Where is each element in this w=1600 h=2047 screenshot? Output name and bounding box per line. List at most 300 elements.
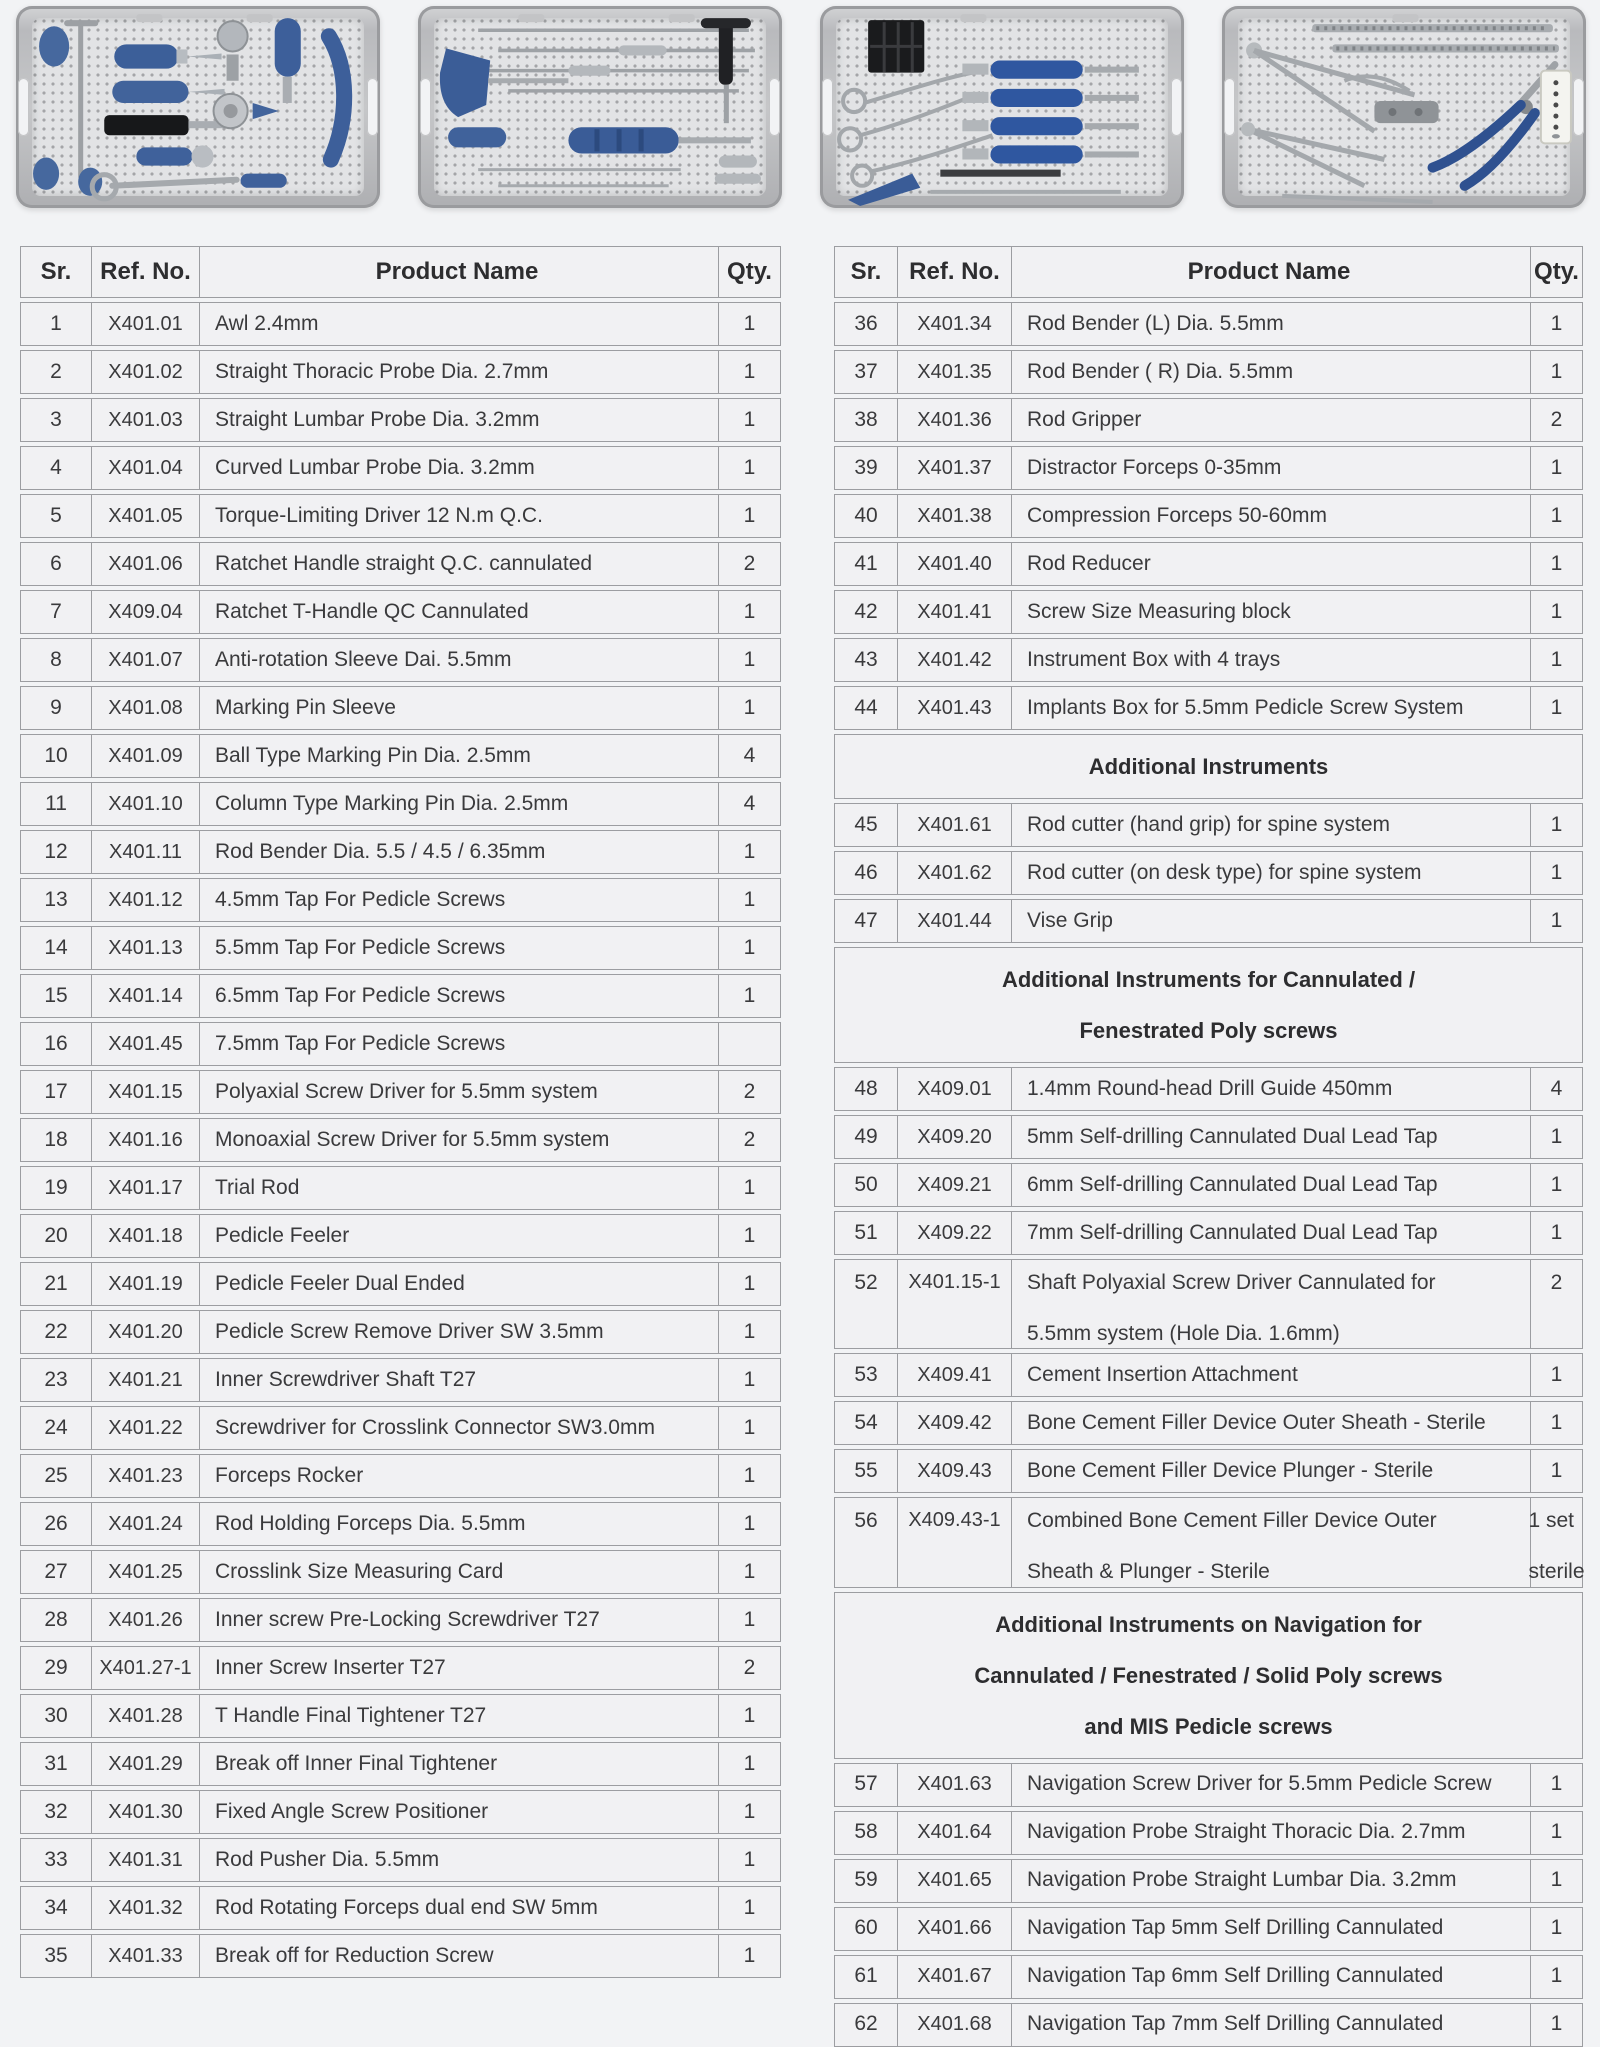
- cell-product-name: Curved Lumbar Probe Dia. 3.2mm: [199, 447, 718, 489]
- table-row: [834, 1497, 1583, 1587]
- instrument-tray-photo-2: [418, 6, 782, 208]
- product-name-line: 5.5mm system (Hole Dia. 1.6mm): [1027, 1322, 1340, 1346]
- cell-product-name: T Handle Final Tightener T27: [199, 1695, 718, 1737]
- cell-qty: 2: [1530, 1260, 1582, 1348]
- cell-product-name: Inner Screw Inserter T27: [199, 1647, 718, 1689]
- cell-qty: 1: [718, 1887, 780, 1929]
- cell-ref-no: X401.32: [91, 1887, 199, 1929]
- cell-ref-no: X401.62: [897, 852, 1011, 894]
- cell-ref-no: X401.43: [897, 687, 1011, 729]
- cell-qty: 1: [1530, 687, 1582, 729]
- cell-product-name: [1011, 1498, 1530, 1586]
- cell-qty: 1: [1530, 1116, 1582, 1158]
- cell-ref-no: X401.15-1: [897, 1260, 1011, 1348]
- table-row: [834, 542, 1583, 586]
- cell-ref-no: X401.01: [91, 303, 199, 345]
- table-row: [834, 1907, 1583, 1951]
- cell-sr: 14: [44, 935, 68, 959]
- cell-qty: 1: [718, 879, 780, 921]
- table-row: [834, 446, 1583, 490]
- cell-qty: 1: [1530, 447, 1582, 489]
- cell-ref-no: X401.14: [91, 975, 199, 1017]
- cell-ref-no: X401.11: [91, 831, 199, 873]
- cell-sr: 9: [50, 695, 62, 719]
- table-row: [834, 1811, 1583, 1855]
- cell-sr: 7: [50, 599, 62, 623]
- table-row: [834, 350, 1583, 394]
- cell-ref-no: X401.18: [91, 1215, 199, 1257]
- cell-product-name: Break off for Reduction Screw: [199, 1935, 718, 1977]
- tables-row: [20, 246, 1583, 2047]
- cell-ref-no: X401.61: [897, 804, 1011, 846]
- cell-ref-no: X401.67: [897, 1956, 1011, 1998]
- header-product-name: Product Name: [199, 247, 718, 297]
- product-name-lines: [1027, 1509, 1437, 1584]
- cell-sr: 62: [854, 2012, 878, 2036]
- cell-qty: 1: [1530, 495, 1582, 537]
- cell-qty: 1: [718, 975, 780, 1017]
- cell-product-name: Navigation Tap 6mm Self Drilling Cannulated: [1011, 1956, 1530, 1998]
- table-row: [20, 1742, 781, 1786]
- section-header-line: Additional Instruments on Navigation for: [995, 1611, 1422, 1637]
- cell-sr: 4: [50, 455, 62, 479]
- table-row: [20, 926, 781, 970]
- header-qty: Qty.: [718, 247, 780, 297]
- section-header-line: Cannulated / Fenestrated / Solid Poly screws: [974, 1662, 1443, 1688]
- cell-ref-no: X401.22: [91, 1407, 199, 1449]
- cell-ref-no: X401.25: [91, 1551, 199, 1593]
- cell-ref-no: X401.38: [897, 495, 1011, 537]
- cell-qty: 1: [1530, 1764, 1582, 1806]
- section-header-line: Additional Instruments: [1088, 754, 1329, 779]
- cell-ref-no: X409.20: [897, 1116, 1011, 1158]
- product-table-right: [834, 246, 1583, 2047]
- cell-product-name: 6mm Self-drilling Cannulated Dual Lead Tap: [1011, 1164, 1530, 1206]
- table-row: [20, 1646, 781, 1690]
- table-row: [20, 1310, 781, 1354]
- cell-product-name: 6.5mm Tap For Pedicle Screws: [199, 975, 718, 1017]
- cell-product-name: 5.5mm Tap For Pedicle Screws: [199, 927, 718, 969]
- table-row: [834, 1401, 1583, 1445]
- cell-sr: 15: [44, 983, 68, 1007]
- cell-sr: 59: [854, 1868, 878, 1892]
- cell-sr: 42: [854, 599, 878, 623]
- table-row: [20, 782, 781, 826]
- cell-qty: 1: [718, 687, 780, 729]
- table-row: [20, 1502, 781, 1546]
- cell-product-name: 4.5mm Tap For Pedicle Screws: [199, 879, 718, 921]
- cell-sr: 5: [50, 503, 62, 527]
- table-row: [20, 302, 781, 346]
- table-row: [20, 1022, 781, 1066]
- cell-product-name: 7mm Self-drilling Cannulated Dual Lead Tap: [1011, 1212, 1530, 1254]
- cell-qty: [718, 1023, 780, 1065]
- cell-qty: 1: [1530, 303, 1582, 345]
- cell-qty: 1: [718, 1743, 780, 1785]
- cell-qty: 1: [718, 1167, 780, 1209]
- cell-qty: 1: [1530, 1450, 1582, 1492]
- cell-product-name: Screw Size Measuring block: [1011, 591, 1530, 633]
- cell-sr: 30: [44, 1703, 68, 1727]
- table-header-row: [20, 246, 781, 298]
- cell-sr: 21: [44, 1271, 68, 1295]
- table-row: [834, 398, 1583, 442]
- header-sr: Sr.: [850, 258, 882, 286]
- cell-sr: 61: [854, 1964, 878, 1988]
- cell-product-name: Trial Rod: [199, 1167, 718, 1209]
- product-name-lines: [1027, 1271, 1436, 1346]
- cell-sr: 52: [854, 1271, 878, 1294]
- cell-sr: 1: [50, 311, 62, 335]
- cell-ref-no: X401.65: [897, 1860, 1011, 1902]
- cell-qty: 1: [1530, 1812, 1582, 1854]
- cell-ref-no: X401.33: [91, 1935, 199, 1977]
- cell-ref-no: X401.02: [91, 351, 199, 393]
- cell-ref-no: X401.10: [91, 783, 199, 825]
- cell-sr: 39: [854, 455, 878, 479]
- table-row: [20, 974, 781, 1018]
- cell-qty: 1: [718, 927, 780, 969]
- table-row: [20, 1070, 781, 1114]
- cell-qty: 1: [718, 495, 780, 537]
- table-row: [20, 1166, 781, 1210]
- cell-product-name: Rod Reducer: [1011, 543, 1530, 585]
- table-row: [834, 1259, 1583, 1349]
- cell-sr: 20: [44, 1223, 68, 1247]
- section-header-line: and MIS Pedicle screws: [1084, 1713, 1333, 1739]
- table-row: [834, 1353, 1583, 1397]
- cell-sr: 35: [44, 1943, 68, 1967]
- table-row: [834, 1163, 1583, 1207]
- cell-qty: 1: [1530, 900, 1582, 942]
- cell-ref-no: X401.44: [897, 900, 1011, 942]
- table-row: [20, 1790, 781, 1834]
- cell-qty: 1: [1530, 2004, 1582, 2046]
- cell-sr: 51: [854, 1220, 878, 1244]
- cell-ref-no: X409.01: [897, 1068, 1011, 1110]
- cell-qty: 1: [718, 1839, 780, 1881]
- cell-product-name: Rod Bender Dia. 5.5 / 4.5 / 6.35mm: [199, 831, 718, 873]
- table-row: [20, 1358, 781, 1402]
- table-row: [20, 686, 781, 730]
- cell-qty: 1: [1530, 639, 1582, 681]
- instrument-tray-photo-3: [820, 6, 1184, 208]
- cell-qty: 1: [718, 1695, 780, 1737]
- section-header-row: [834, 947, 1583, 1063]
- cell-sr: 24: [44, 1415, 68, 1439]
- tray-photos-row: [16, 6, 1586, 208]
- cell-sr: 38: [854, 407, 878, 431]
- cell-qty: 1: [718, 351, 780, 393]
- cell-product-name: Compression Forceps 50-60mm: [1011, 495, 1530, 537]
- header-qty: Qty.: [1530, 247, 1582, 297]
- cell-ref-no: X401.21: [91, 1359, 199, 1401]
- cell-qty: 1: [718, 1263, 780, 1305]
- cell-qty: 1: [718, 591, 780, 633]
- cell-product-name: Rod Rotating Forceps dual end SW 5mm: [199, 1887, 718, 1929]
- tray-handle-notch: [367, 78, 378, 136]
- cell-qty: 4: [1530, 1068, 1582, 1110]
- table-row: [834, 302, 1583, 346]
- table-row: [20, 446, 781, 490]
- cell-sr: 22: [44, 1319, 68, 1343]
- table-row: [20, 590, 781, 634]
- cell-sr: 25: [44, 1463, 68, 1487]
- cell-sr: 17: [44, 1079, 68, 1103]
- cell-qty: 1: [1530, 351, 1582, 393]
- cell-sr: 11: [45, 791, 67, 815]
- cell-sr: 49: [854, 1124, 878, 1148]
- cell-ref-no: X401.26: [91, 1599, 199, 1641]
- cell-qty: 1: [1530, 591, 1582, 633]
- cell-sr: 2: [50, 359, 62, 383]
- cell-product-name: Rod cutter (hand grip) for spine system: [1011, 804, 1530, 846]
- cell-sr: 60: [854, 1916, 878, 1940]
- product-name-line: Combined Bone Cement Filler Device Outer: [1027, 1509, 1437, 1533]
- cell-qty: 1: [718, 831, 780, 873]
- cell-sr: 34: [44, 1895, 68, 1919]
- cell-product-name: Rod Pusher Dia. 5.5mm: [199, 1839, 718, 1881]
- tray-handle-notch: [18, 78, 29, 136]
- cell-product-name: 7.5mm Tap For Pedicle Screws: [199, 1023, 718, 1065]
- cell-product-name: Ratchet T-Handle QC Cannulated: [199, 591, 718, 633]
- cell-qty: 2: [718, 1647, 780, 1689]
- cell-product-name: Straight Thoracic Probe Dia. 2.7mm: [199, 351, 718, 393]
- cell-product-name: Pedicle Feeler Dual Ended: [199, 1263, 718, 1305]
- cell-ref-no: X409.22: [897, 1212, 1011, 1254]
- table-row: [834, 1067, 1583, 1111]
- cell-product-name: Anti-rotation Sleeve Dai. 5.5mm: [199, 639, 718, 681]
- table-row: [20, 638, 781, 682]
- cell-ref-no: X409.43-1: [897, 1498, 1011, 1586]
- cell-product-name: Instrument Box with 4 trays: [1011, 639, 1530, 681]
- cell-qty: 1: [718, 1599, 780, 1641]
- cell-ref-no: X401.66: [897, 1908, 1011, 1950]
- cell-product-name: Implants Box for 5.5mm Pedicle Screw System: [1011, 687, 1530, 729]
- cell-qty: 1: [1530, 1354, 1582, 1396]
- cell-ref-no: X401.23: [91, 1455, 199, 1497]
- cell-product-name: Break off Inner Final Tightener: [199, 1743, 718, 1785]
- cell-product-name: Rod Bender ( R) Dia. 5.5mm: [1011, 351, 1530, 393]
- cell-ref-no: X401.64: [897, 1812, 1011, 1854]
- cell-qty: 1: [1530, 1164, 1582, 1206]
- cell-ref-no: X401.45: [91, 1023, 199, 1065]
- cell-ref-no: X401.03: [91, 399, 199, 441]
- cell-product-name: Navigation Screw Driver for 5.5mm Pedicle Screw: [1011, 1764, 1530, 1806]
- cell-sr: 8: [50, 647, 62, 671]
- table-row: [20, 350, 781, 394]
- cell-sr: 55: [854, 1459, 878, 1483]
- cell-qty: 1: [1530, 852, 1582, 894]
- table-row: [20, 1262, 781, 1306]
- product-name-line: Shaft Polyaxial Screw Driver Cannulated for: [1027, 1271, 1436, 1294]
- cell-sr: 27: [44, 1559, 68, 1583]
- cell-qty: 1: [718, 1455, 780, 1497]
- cell-product-name: Distractor Forceps 0-35mm: [1011, 447, 1530, 489]
- cell-sr: 45: [854, 812, 878, 836]
- cell-qty: 1: [1530, 1402, 1582, 1444]
- table-row: [834, 686, 1583, 730]
- cell-qty: 1: [1530, 543, 1582, 585]
- cell-sr: 13: [44, 887, 68, 911]
- instrument-tray-photo-4: [1222, 6, 1586, 208]
- cell-qty: 1: [1530, 1956, 1582, 1998]
- catalog-page: [0, 6, 1600, 2047]
- table-row: [20, 878, 781, 922]
- tray-handle-notch: [769, 78, 780, 136]
- cell-qty: 1: [1530, 1212, 1582, 1254]
- cell-sr: 46: [854, 860, 878, 884]
- tray-handle-notch: [1573, 78, 1584, 136]
- tray-handle-notch: [822, 78, 833, 136]
- cell-ref-no: X409.43: [897, 1450, 1011, 1492]
- cell-ref-no: X401.08: [91, 687, 199, 729]
- cell-qty: 1: [718, 303, 780, 345]
- table-row: [20, 398, 781, 442]
- cell-qty: 2: [718, 1071, 780, 1113]
- cell-ref-no: X401.35: [897, 351, 1011, 393]
- table-row: [20, 494, 781, 538]
- cell-product-name: Cement Insertion Attachment: [1011, 1354, 1530, 1396]
- cell-ref-no: X401.36: [897, 399, 1011, 441]
- header-product-name: Product Name: [1011, 247, 1530, 297]
- cell-sr: 53: [854, 1363, 878, 1387]
- cell-qty: 1: [1530, 1860, 1582, 1902]
- cell-sr: 33: [44, 1847, 68, 1871]
- table-row: [20, 830, 781, 874]
- tray-instruments-illustration: [1222, 6, 1586, 208]
- cell-ref-no: X401.06: [91, 543, 199, 585]
- cell-product-name: Bone Cement Filler Device Plunger - Sterile: [1011, 1450, 1530, 1492]
- qty-line: 1 set: [1528, 1509, 1575, 1533]
- cell-product-name: Screwdriver for Crosslink Connector SW3.0mm: [199, 1407, 718, 1449]
- cell-ref-no: X401.27-1: [91, 1647, 199, 1689]
- cell-ref-no: X401.42: [897, 639, 1011, 681]
- cell-qty: 1: [1530, 1908, 1582, 1950]
- product-name-line: Sheath & Plunger - Sterile: [1027, 1560, 1270, 1584]
- cell-ref-no: X401.20: [91, 1311, 199, 1353]
- cell-product-name: Column Type Marking Pin Dia. 2.5mm: [199, 783, 718, 825]
- tray-instruments-illustration: [418, 6, 782, 208]
- cell-qty: 2: [1530, 399, 1582, 441]
- table-row: [834, 851, 1583, 895]
- cell-ref-no: X401.05: [91, 495, 199, 537]
- cell-product-name: Monoaxial Screw Driver for 5.5mm system: [199, 1119, 718, 1161]
- table-row: [20, 1406, 781, 1450]
- table-row: [834, 1115, 1583, 1159]
- table-row: [20, 1934, 781, 1978]
- cell-qty: 1: [718, 1935, 780, 1977]
- table-row: [20, 1694, 781, 1738]
- cell-sr: 50: [854, 1172, 878, 1196]
- cell-product-name: Navigation Probe Straight Thoracic Dia. 2.7mm: [1011, 1812, 1530, 1854]
- cell-ref-no: X401.34: [897, 303, 1011, 345]
- table-row: [20, 734, 781, 778]
- cell-product-name: Vise Grip: [1011, 900, 1530, 942]
- header-ref-no: Ref. No.: [91, 247, 199, 297]
- cell-product-name: Rod cutter (on desk type) for spine system: [1011, 852, 1530, 894]
- cell-product-name: Rod Bender (L) Dia. 5.5mm: [1011, 303, 1530, 345]
- cell-sr: 37: [854, 359, 878, 383]
- section-header-row: [834, 734, 1583, 799]
- cell-ref-no: X401.15: [91, 1071, 199, 1113]
- cell-sr: 54: [854, 1411, 878, 1435]
- cell-ref-no: X401.17: [91, 1167, 199, 1209]
- cell-product-name: Ratchet Handle straight Q.C. cannulated: [199, 543, 718, 585]
- cell-qty: 2: [718, 543, 780, 585]
- cell-ref-no: X401.24: [91, 1503, 199, 1545]
- table-row: [20, 1214, 781, 1258]
- cell-ref-no: X401.13: [91, 927, 199, 969]
- cell-qty: 1: [718, 1791, 780, 1833]
- cell-sr: 12: [44, 839, 68, 863]
- table-row: [20, 1454, 781, 1498]
- cell-qty: 1: [718, 1503, 780, 1545]
- cell-qty: 1: [718, 639, 780, 681]
- cell-ref-no: X401.04: [91, 447, 199, 489]
- cell-ref-no: X401.31: [91, 1839, 199, 1881]
- cell-sr: 26: [44, 1511, 68, 1535]
- cell-qty: 1: [1530, 804, 1582, 846]
- cell-sr: 57: [854, 1772, 878, 1796]
- cell-qty: 1: [718, 1311, 780, 1353]
- table-row: [20, 1886, 781, 1930]
- cell-sr: 3: [50, 407, 62, 431]
- cell-ref-no: X401.19: [91, 1263, 199, 1305]
- cell-ref-no: X401.09: [91, 735, 199, 777]
- cell-sr: 56: [854, 1509, 878, 1533]
- cell-product-name: Ball Type Marking Pin Dia. 2.5mm: [199, 735, 718, 777]
- cell-ref-no: X401.29: [91, 1743, 199, 1785]
- section-header-row: [834, 1592, 1583, 1759]
- cell-product-name: Straight Lumbar Probe Dia. 3.2mm: [199, 399, 718, 441]
- cell-ref-no: X401.12: [91, 879, 199, 921]
- cell-product-name: Navigation Probe Straight Lumbar Dia. 3.2mm: [1011, 1860, 1530, 1902]
- cell-sr: 58: [854, 1820, 878, 1844]
- cell-product-name: Pedicle Feeler: [199, 1215, 718, 1257]
- cell-ref-no: X409.21: [897, 1164, 1011, 1206]
- table-row: [834, 803, 1583, 847]
- product-table-left: [20, 246, 781, 2047]
- cell-qty: 4: [718, 735, 780, 777]
- cell-sr: 29: [44, 1655, 68, 1679]
- table-row: [20, 1118, 781, 1162]
- table-row: [834, 899, 1583, 943]
- cell-sr: 41: [854, 551, 878, 575]
- section-header-line: Additional Instruments for Cannulated /: [1001, 967, 1416, 992]
- cell-product-name: Navigation Tap 7mm Self Drilling Cannulated: [1011, 2004, 1530, 2046]
- cell-ref-no: X401.40: [897, 543, 1011, 585]
- cell-qty: 1: [718, 1359, 780, 1401]
- cell-product-name: Bone Cement Filler Device Outer Sheath - Sterile: [1011, 1402, 1530, 1444]
- cell-sr: 23: [44, 1367, 68, 1391]
- cell-qty: 1: [718, 399, 780, 441]
- cell-product-name: Torque-Limiting Driver 12 N.m Q.C.: [199, 495, 718, 537]
- cell-sr: 47: [854, 908, 878, 932]
- cell-ref-no: X409.42: [897, 1402, 1011, 1444]
- cell-ref-no: X401.28: [91, 1695, 199, 1737]
- table-row: [834, 590, 1583, 634]
- cell-sr: 16: [44, 1031, 68, 1055]
- table-row: [834, 638, 1583, 682]
- instrument-tray-photo-1: [16, 6, 380, 208]
- cell-sr: 19: [44, 1175, 68, 1199]
- cell-product-name: Rod Holding Forceps Dia. 5.5mm: [199, 1503, 718, 1545]
- table-row: [834, 2003, 1583, 2047]
- cell-sr: 48: [854, 1076, 878, 1100]
- table-row: [834, 1763, 1583, 1807]
- cell-ref-no: X401.63: [897, 1764, 1011, 1806]
